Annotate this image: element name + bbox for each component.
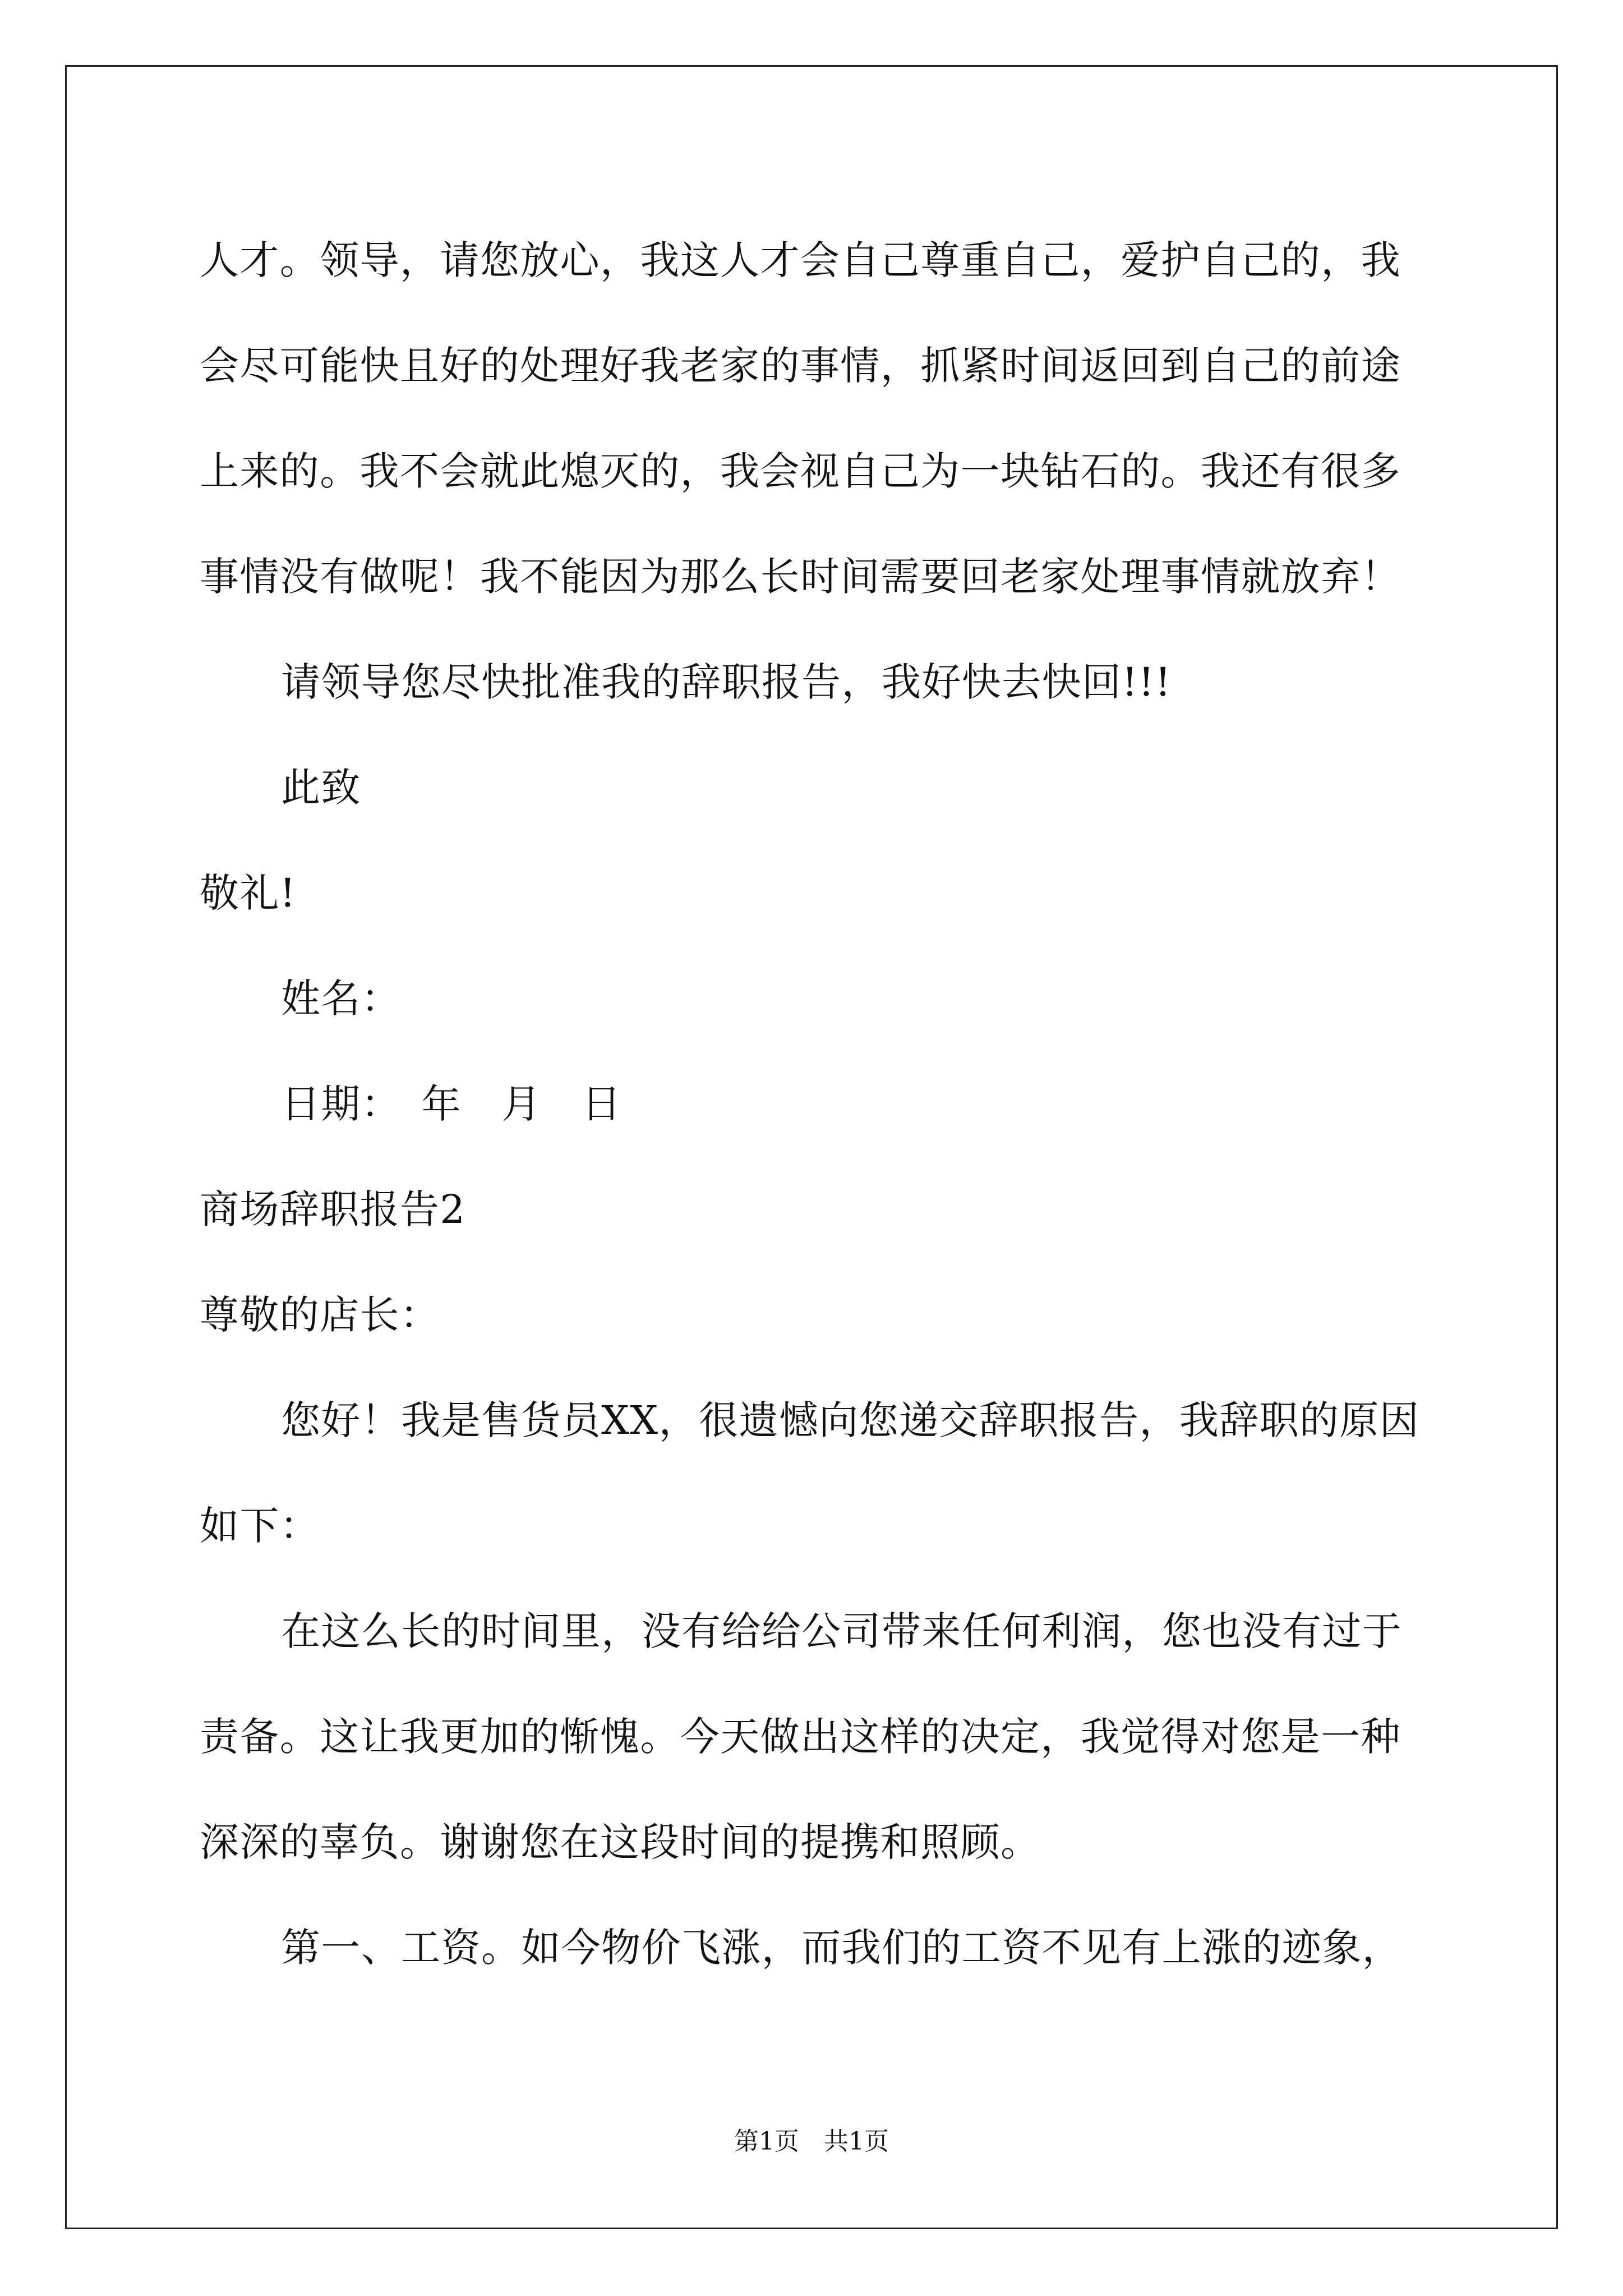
text-line-4: 事情没有做呢！我不能因为那么长时间需要回老家处理事情就放弃！: [200, 554, 1401, 600]
text-line-3: 上来的。我不会就此熄灭的，我会视自己为一块钻石的。我还有很多: [200, 448, 1401, 494]
text-line-17: 第一、工资。如今物价飞涨，而我们的工资不见有上涨的迹象，: [281, 1925, 1403, 1971]
page-footer: 第1页 共1页: [734, 2127, 889, 2156]
text-line-5: 请领导您尽快批准我的辞职报告，我好快去快回!!!: [281, 659, 1172, 705]
text-line-13: 如下：: [200, 1503, 320, 1549]
text-line-1: 人才。领导，请您放心，我这人才会自己尊重自己，爱护自己的，我: [200, 237, 1401, 283]
document-body: [200, 208, 1433, 2000]
section-heading: 商场辞职报告2: [200, 1186, 466, 1232]
closing-salutation: 此致: [281, 765, 361, 811]
greeting: 尊敬的店长：: [200, 1292, 440, 1338]
name-field: 姓名：: [281, 976, 402, 1022]
text-line-16: 深深的辜负。谢谢您在这段时间的提携和照顾。: [200, 1819, 1041, 1865]
text-line-15: 责备。这让我更加的惭愧。今天做出这样的决定，我觉得对您是一种: [200, 1714, 1401, 1760]
closing-regards: 敬礼!: [200, 870, 297, 916]
date-field: 日期： 年 月 日: [281, 1081, 622, 1127]
text-line-2: 会尽可能快且好的处理好我老家的事情，抓紧时间返回到自己的前途: [200, 343, 1401, 389]
text-line-14: 在这么长的时间里，没有给给公司带来任何利润，您也没有过于: [281, 1608, 1403, 1654]
text-line-12: 您好！我是售货员XX，很遗憾向您递交辞职报告，我辞职的原因: [281, 1397, 1420, 1443]
